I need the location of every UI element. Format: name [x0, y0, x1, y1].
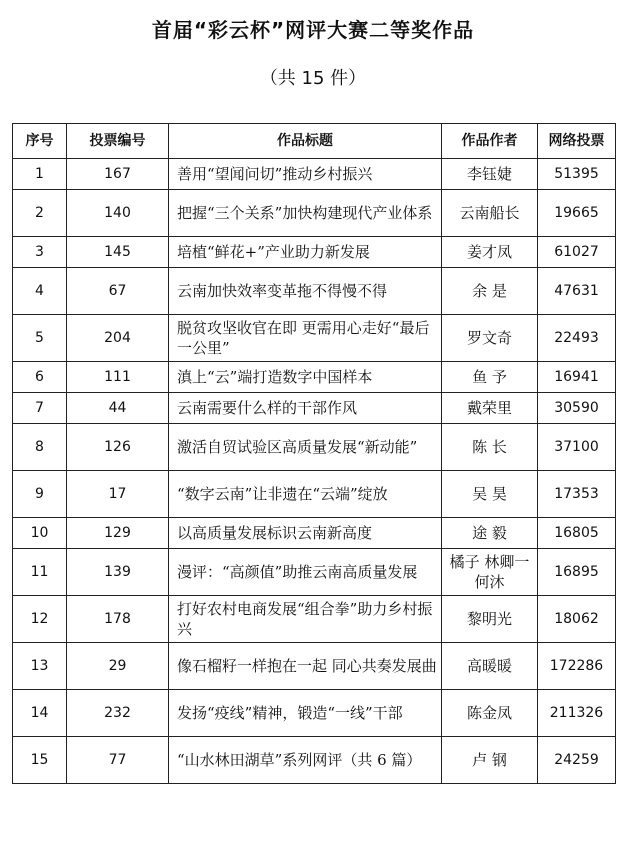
cell-title: “山水林田湖草”系列网评（共 6 篇）	[169, 737, 442, 784]
table-row	[13, 190, 616, 237]
table-row	[13, 596, 616, 643]
cell-author: 橘子 林卿一何沐	[442, 549, 538, 596]
cell-author: 卢 钢	[442, 737, 538, 784]
cell-no: 13	[13, 643, 67, 690]
cell-vote-id: 204	[67, 315, 169, 362]
cell-votes: 24259	[538, 737, 616, 784]
cell-title: 像石榴籽一样抱在一起 同心共奏发展曲	[169, 643, 442, 690]
cell-author: 高暖暖	[442, 643, 538, 690]
cell-title: 打好农村电商发展“组合拳”助力乡村振兴	[169, 596, 442, 643]
table-row	[13, 518, 616, 549]
cell-author: 鱼 予	[442, 362, 538, 393]
cell-author: 戴荣里	[442, 393, 538, 424]
cell-author: 途 毅	[442, 518, 538, 549]
cell-vote-id: 67	[67, 268, 169, 315]
cell-votes: 16805	[538, 518, 616, 549]
table-row	[13, 737, 616, 784]
cell-votes: 16941	[538, 362, 616, 393]
cell-votes: 61027	[538, 237, 616, 268]
cell-author: 余 是	[442, 268, 538, 315]
table-row	[13, 237, 616, 268]
cell-title: 滇上“云”端打造数字中国样本	[169, 362, 442, 393]
cell-votes: 172286	[538, 643, 616, 690]
cell-vote-id: 77	[67, 737, 169, 784]
cell-votes: 17353	[538, 471, 616, 518]
cell-vote-id: 44	[67, 393, 169, 424]
cell-author: 吴 昊	[442, 471, 538, 518]
cell-title: 激活自贸试验区高质量发展“新动能”	[169, 424, 442, 471]
cell-author: 黎明光	[442, 596, 538, 643]
header-vote-id: 投票编号	[67, 124, 169, 159]
cell-title: 培植“鲜花+”产业助力新发展	[169, 237, 442, 268]
page-title: 首届“彩云杯”网评大赛二等奖作品	[151, 18, 475, 42]
cell-title: “数字云南”让非遗在“云端”绽放	[169, 471, 442, 518]
page-subtitle: （共 15 件）	[259, 68, 367, 89]
cell-vote-id: 129	[67, 518, 169, 549]
cell-no: 9	[13, 471, 67, 518]
cell-votes: 16895	[538, 549, 616, 596]
cell-title: 以高质量发展标识云南新高度	[169, 518, 442, 549]
cell-title: 发扬“疫线”精神，锻造“一线”干部	[169, 690, 442, 737]
cell-no: 2	[13, 190, 67, 237]
cell-no: 6	[13, 362, 67, 393]
table-row	[13, 643, 616, 690]
cell-vote-id: 178	[67, 596, 169, 643]
cell-author: 李钰婕	[442, 159, 538, 190]
cell-vote-id: 111	[67, 362, 169, 393]
header-author: 作品作者	[442, 124, 538, 159]
cell-vote-id: 232	[67, 690, 169, 737]
cell-votes: 47631	[538, 268, 616, 315]
cell-no: 10	[13, 518, 67, 549]
cell-vote-id: 140	[67, 190, 169, 237]
cell-title: 把握“三个关系”加快构建现代产业体系	[169, 190, 442, 237]
cell-vote-id: 167	[67, 159, 169, 190]
cell-votes: 19665	[538, 190, 616, 237]
cell-no: 7	[13, 393, 67, 424]
cell-title: 善用“望闻问切”推动乡村振兴	[169, 159, 442, 190]
cell-no: 14	[13, 690, 67, 737]
table-row	[13, 424, 616, 471]
cell-no: 8	[13, 424, 67, 471]
cell-votes: 51395	[538, 159, 616, 190]
header-votes: 网络投票	[538, 124, 616, 159]
cell-no: 1	[13, 159, 67, 190]
header-no: 序号	[13, 124, 67, 159]
cell-author: 姜才凤	[442, 237, 538, 268]
table-row	[13, 268, 616, 315]
cell-author: 罗文奇	[442, 315, 538, 362]
table-row	[13, 471, 616, 518]
cell-votes: 22493	[538, 315, 616, 362]
table-row	[13, 690, 616, 737]
header-title: 作品标题	[169, 124, 442, 159]
cell-vote-id: 126	[67, 424, 169, 471]
table-row	[13, 549, 616, 596]
cell-no: 11	[13, 549, 67, 596]
table-row	[13, 362, 616, 393]
awards-table	[12, 123, 616, 784]
cell-author: 云南船长	[442, 190, 538, 237]
cell-votes: 211326	[538, 690, 616, 737]
cell-no: 3	[13, 237, 67, 268]
cell-vote-id: 139	[67, 549, 169, 596]
cell-votes: 37100	[538, 424, 616, 471]
table-row	[13, 159, 616, 190]
cell-votes: 18062	[538, 596, 616, 643]
cell-vote-id: 17	[67, 471, 169, 518]
cell-title: 云南需要什么样的干部作风	[169, 393, 442, 424]
cell-no: 4	[13, 268, 67, 315]
cell-vote-id: 29	[67, 643, 169, 690]
cell-no: 12	[13, 596, 67, 643]
table-row	[13, 393, 616, 424]
table-header-row	[13, 124, 616, 159]
cell-no: 15	[13, 737, 67, 784]
cell-author: 陈金凤	[442, 690, 538, 737]
cell-author: 陈 长	[442, 424, 538, 471]
cell-no: 5	[13, 315, 67, 362]
cell-title: 云南加快效率变革拖不得慢不得	[169, 268, 442, 315]
cell-votes: 30590	[538, 393, 616, 424]
cell-title: 漫评：“高颜值”助推云南高质量发展	[169, 549, 442, 596]
cell-title: 脱贫攻坚收官在即 更需用心走好“最后一公里”	[169, 315, 442, 362]
table-row	[13, 315, 616, 362]
cell-vote-id: 145	[67, 237, 169, 268]
